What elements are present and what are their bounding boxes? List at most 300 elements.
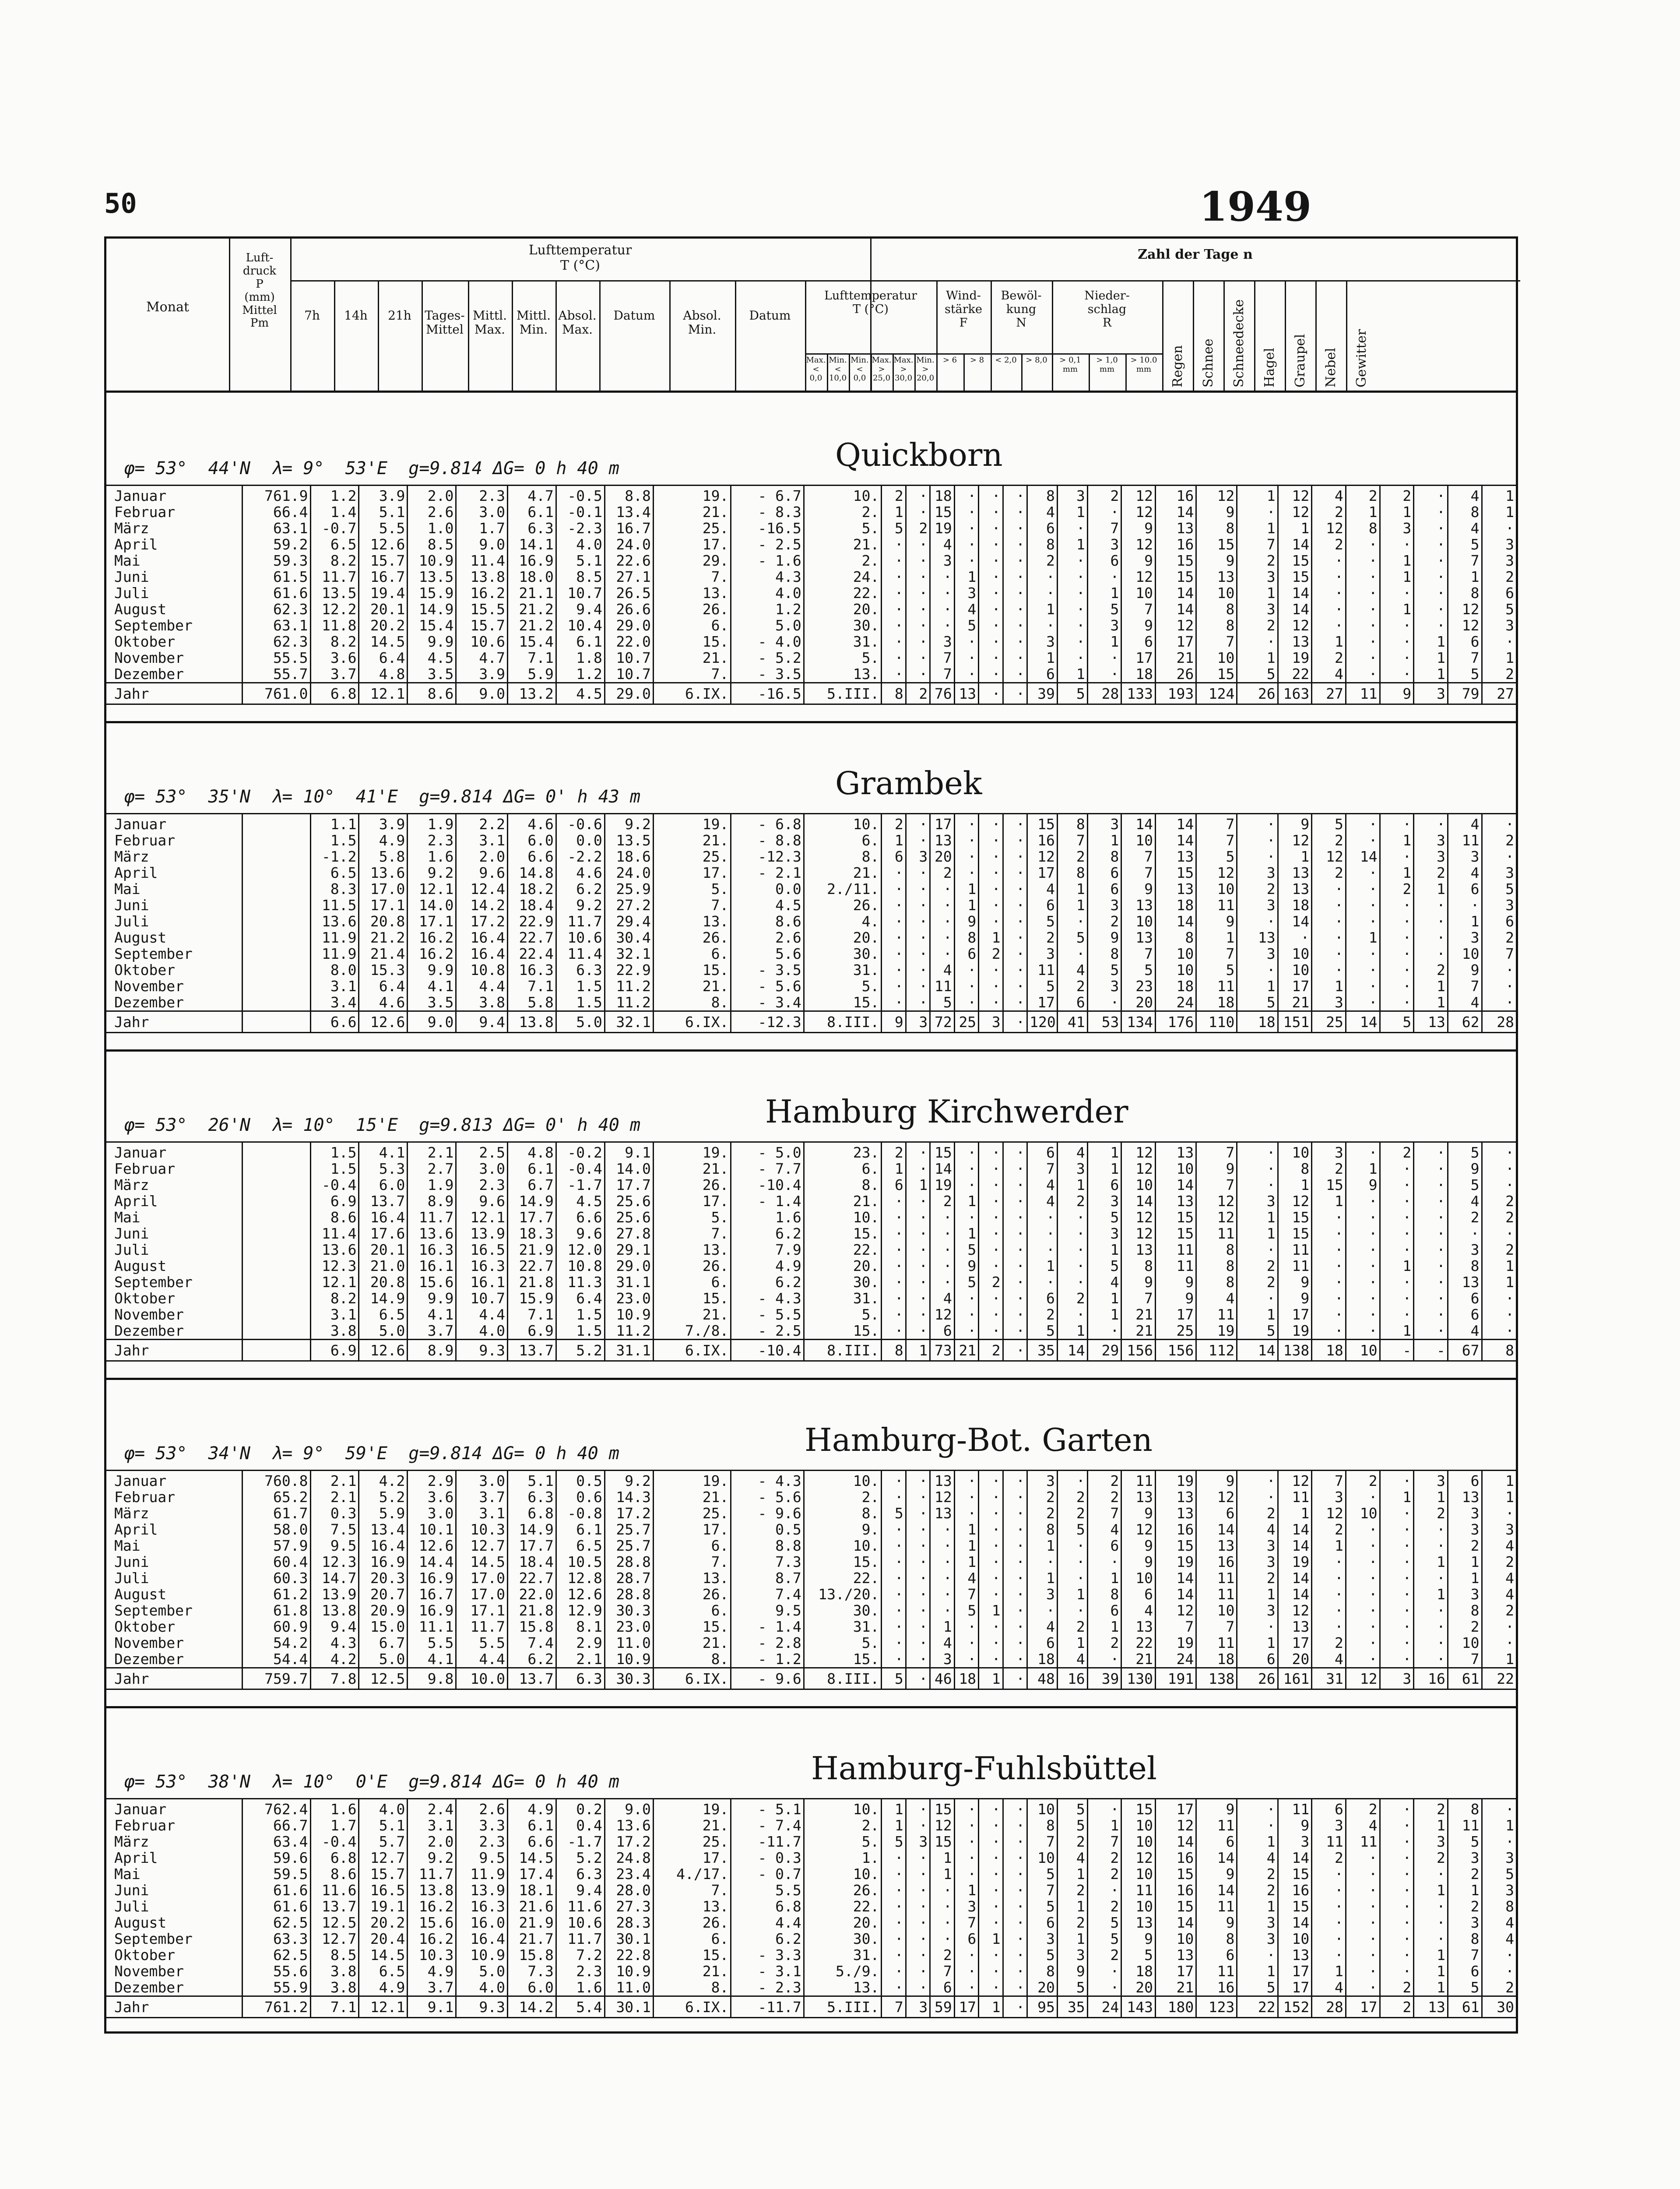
table-cell: ·	[1087, 994, 1121, 1011]
table-cell: ·	[979, 1521, 1003, 1538]
table-cell: 21.	[653, 1489, 731, 1505]
table-cell: 6.0	[507, 1979, 556, 1996]
table-cell: 2	[1087, 1850, 1121, 1866]
table-cell: 12.1	[408, 881, 456, 897]
table-cell: ·	[1380, 1651, 1414, 1668]
table-cell: 15	[930, 1799, 954, 1818]
table-cell: ·	[1003, 814, 1027, 833]
table-cell: 3	[954, 585, 978, 601]
table-cell: 2.1	[310, 1471, 359, 1489]
table-cell: 4.0	[456, 1323, 508, 1340]
table-cell: 1	[1414, 1817, 1448, 1834]
table-cell: ·	[930, 1570, 954, 1586]
table-cell: 6	[1482, 585, 1516, 601]
table-cell: ·	[1346, 536, 1380, 553]
table-cell: ·	[1003, 1898, 1027, 1914]
table-cell: 1	[1087, 1242, 1121, 1258]
station-data-table	[106, 813, 1516, 1033]
table-cell: 6.5	[359, 1963, 408, 1979]
table-cell: 11	[1196, 1898, 1237, 1914]
table-cell: 1.5	[556, 1306, 605, 1323]
table-cell: 9	[1346, 1177, 1380, 1193]
table-cell: 3	[1448, 1586, 1482, 1602]
table-cell: ·	[979, 520, 1003, 536]
table-cell: -11.7	[731, 1996, 804, 2018]
table-cell: 5	[1448, 1142, 1482, 1161]
table-cell: ·	[979, 1866, 1003, 1882]
table-cell: 761.9	[243, 486, 310, 504]
table-cell: 1	[1278, 848, 1312, 865]
table-cell: ·	[1414, 1242, 1448, 1258]
header-hagel: Hagel	[1262, 348, 1277, 387]
table-cell: ·	[930, 897, 954, 913]
table-cell: 19	[1156, 1471, 1196, 1489]
table-cell: 2	[1312, 1635, 1346, 1651]
table-cell: 6.	[653, 1274, 731, 1290]
table-cell: - 2.1	[731, 865, 804, 881]
table-cell: 7	[1121, 946, 1156, 962]
table-cell: 12.6	[556, 1586, 605, 1602]
table-cell: 20	[1278, 1651, 1312, 1668]
table-cell: - 0.3	[731, 1850, 804, 1866]
table-cell: ·	[906, 1799, 930, 1818]
table-cell: 7.1	[507, 1306, 556, 1323]
table-cell: 2	[1482, 1193, 1516, 1209]
table-cell: ·	[1380, 1914, 1414, 1931]
table-cell: ·	[1414, 1193, 1448, 1209]
table-cell: 25.	[653, 1834, 731, 1850]
table-cell: 7.1	[310, 1996, 359, 2018]
table-cell: ·	[954, 1290, 978, 1306]
table-cell: 28	[1312, 1996, 1346, 2018]
table-cell: 14	[1278, 1586, 1312, 1602]
table-cell: ·	[1003, 1505, 1027, 1521]
table-cell: ·	[1237, 848, 1278, 865]
month-label: August	[114, 1914, 167, 1931]
table-cell: 12.8	[556, 1570, 605, 1586]
table-row	[106, 650, 1516, 666]
table-cell: 6.1	[507, 504, 556, 520]
table-cell: 1	[1087, 1570, 1121, 1586]
month-label: November	[114, 650, 184, 666]
table-row	[106, 978, 1516, 994]
table-cell: 20.2	[359, 617, 408, 633]
table-cell: 5	[1482, 881, 1516, 897]
table-cell: 15.9	[408, 585, 456, 601]
table-cell: ·	[1414, 1619, 1448, 1635]
table-cell: ·	[1003, 569, 1027, 585]
table-cell: 0.5	[556, 1471, 605, 1489]
table-cell: ·	[1237, 913, 1278, 929]
table-cell: ·	[906, 1963, 930, 1979]
table-cell: 156	[1121, 1340, 1156, 1361]
table-cell: 17	[1346, 1996, 1380, 2018]
table-cell: ·	[979, 897, 1003, 913]
table-cell: 13.9	[456, 1225, 508, 1242]
table-cell: ·	[1380, 585, 1414, 601]
table-cell: 12.5	[310, 1914, 359, 1931]
table-cell: 4.5	[731, 897, 804, 913]
table-cell	[243, 978, 310, 994]
table-cell: 2	[1312, 832, 1346, 848]
table-cell: 30.4	[605, 929, 653, 946]
table-cell: 60.3	[243, 1570, 310, 1586]
table-cell: 1	[1380, 601, 1414, 617]
table-cell: ·	[1414, 1521, 1448, 1538]
table-cell: ·	[906, 1850, 930, 1866]
table-cell: 11.9	[310, 946, 359, 962]
table-cell: 3.1	[456, 832, 508, 848]
table-cell: 15	[1156, 569, 1196, 585]
table-cell: 6	[1027, 520, 1058, 536]
table-row	[106, 1177, 1516, 1193]
table-cell: 9.9	[408, 962, 456, 978]
table-cell: 5.7	[359, 1834, 408, 1850]
table-cell: 17	[954, 1996, 978, 2018]
table-cell: ·	[1380, 929, 1414, 946]
table-cell: ·	[1414, 1306, 1448, 1323]
table-cell: 23	[1121, 978, 1156, 994]
table-cell: 10.7	[556, 585, 605, 601]
table-cell: 3	[1087, 1193, 1121, 1209]
table-cell: ·	[979, 1619, 1003, 1635]
table-cell: ·	[1087, 1651, 1121, 1668]
table-cell: 9	[1278, 1274, 1312, 1290]
table-cell: 17.2	[605, 1505, 653, 1521]
table-cell: 20.1	[359, 601, 408, 617]
table-cell: 6	[1027, 897, 1058, 913]
table-cell: ·	[906, 1225, 930, 1242]
table-cell: ·	[1312, 601, 1346, 617]
table-row	[106, 1193, 1516, 1209]
table-cell: 6.1	[507, 1161, 556, 1177]
table-cell: 8.2	[310, 1290, 359, 1306]
table-cell: 14	[1196, 1521, 1237, 1538]
table-cell: 12.4	[456, 881, 508, 897]
table-cell: 2	[1057, 1619, 1087, 1635]
table-cell: 5	[1027, 913, 1058, 929]
table-cell: 6.2	[731, 1931, 804, 1947]
table-cell: ·	[1380, 1306, 1414, 1323]
table-cell: 10	[1346, 1340, 1380, 1361]
header-regen: Regen	[1170, 345, 1185, 387]
table-cell: 10.7	[605, 650, 653, 666]
table-cell: 15.	[804, 1651, 882, 1668]
table-cell: 3	[1278, 1834, 1312, 1850]
table-cell: ·	[1003, 832, 1027, 848]
table-cell: 14	[1196, 1882, 1237, 1898]
table-cell: 3.0	[456, 1161, 508, 1177]
table-cell: ·	[1380, 1635, 1414, 1651]
table-cell: 110	[1196, 1011, 1237, 1033]
table-cell: 4	[1312, 486, 1346, 504]
table-cell: ·	[1087, 1979, 1121, 1996]
table-cell: 4	[1346, 1817, 1380, 1834]
table-cell: ·	[930, 1586, 954, 1602]
year-total-row	[106, 1011, 1516, 1033]
month-label: Januar	[106, 1471, 243, 1489]
table-cell: ·	[1380, 1193, 1414, 1209]
month-label: Februar	[114, 504, 176, 520]
table-cell: 1	[1087, 832, 1121, 848]
table-cell: 21.	[653, 650, 731, 666]
table-cell: 16.9	[359, 1554, 408, 1570]
table-cell: 31.	[804, 633, 882, 650]
table-cell: ·	[1414, 1290, 1448, 1306]
table-cell: ·	[930, 1602, 954, 1619]
table-cell: 3.1	[310, 978, 359, 994]
table-cell: -	[1380, 1340, 1414, 1361]
table-cell: ·	[1380, 1521, 1414, 1538]
table-cell: ·	[930, 1898, 954, 1914]
table-cell: 5.9	[507, 666, 556, 683]
station-block	[106, 1706, 1516, 2034]
table-cell: 6.7	[507, 1177, 556, 1193]
table-cell: 4.6	[359, 994, 408, 1011]
table-cell: 2	[1027, 1505, 1058, 1521]
table-cell: 2	[1087, 1471, 1121, 1489]
month-label: April	[114, 1193, 158, 1209]
table-cell: 1	[1482, 504, 1516, 520]
table-cell: 1	[954, 1538, 978, 1554]
table-cell: 759.7	[243, 1668, 310, 1689]
table-cell: ·	[1346, 1521, 1380, 1538]
table-cell: 1.5	[556, 1323, 605, 1340]
table-cell: 4	[1121, 1602, 1156, 1619]
table-cell: ·	[954, 814, 978, 833]
table-cell: ·	[1057, 601, 1087, 617]
table-cell	[243, 1209, 310, 1225]
table-cell: 8	[882, 1340, 906, 1361]
table-cell: ·	[1346, 1602, 1380, 1619]
table-cell: 4	[1448, 994, 1482, 1011]
table-cell: ·	[979, 1471, 1003, 1489]
table-cell: ·	[1312, 1242, 1346, 1258]
table-row	[106, 553, 1516, 569]
table-cell: 7	[1448, 650, 1482, 666]
table-cell: ·	[979, 1306, 1003, 1323]
table-cell: 1	[1414, 1586, 1448, 1602]
table-cell: ·	[882, 1193, 906, 1209]
table-cell: 4	[1448, 865, 1482, 881]
table-cell: ·	[1414, 1225, 1448, 1242]
table-cell: ·	[1003, 946, 1027, 962]
table-cell: 1	[954, 1882, 978, 1898]
table-cell: 7	[1027, 1834, 1058, 1850]
table-cell: ·	[954, 978, 978, 994]
table-cell: 28	[1087, 683, 1121, 704]
table-cell: 1	[1482, 1258, 1516, 1274]
table-cell: 124	[1196, 683, 1237, 704]
table-cell: 29	[1087, 1340, 1121, 1361]
table-cell: ·	[1003, 1323, 1027, 1340]
table-cell: 6.IX.	[653, 683, 731, 704]
table-row	[106, 1489, 1516, 1505]
table-cell: 19.	[653, 1471, 731, 1489]
header-lufttemperatur-days-sub-4: Max. > 30,0	[893, 355, 914, 383]
table-cell: -12.3	[731, 848, 804, 865]
table-cell: ·	[1312, 1258, 1346, 1274]
table-cell: 8	[1196, 601, 1237, 617]
table-row	[106, 865, 1516, 881]
table-cell: ·	[1312, 1931, 1346, 1947]
table-cell: 15	[1156, 553, 1196, 569]
table-cell: 1	[1346, 504, 1380, 520]
table-cell: 13	[1121, 1242, 1156, 1258]
table-cell: 6	[1121, 1586, 1156, 1602]
table-cell: 11.0	[605, 1635, 653, 1651]
table-cell: ·	[1003, 978, 1027, 994]
table-cell: 15	[930, 1834, 954, 1850]
table-cell: 1	[1237, 1209, 1278, 1225]
table-cell: 1	[1482, 486, 1516, 504]
table-cell: 5	[882, 520, 906, 536]
table-cell: ·	[1312, 1866, 1346, 1882]
table-cell: 1	[1057, 1177, 1087, 1193]
table-cell: 3	[954, 1898, 978, 1914]
table-cell: ·	[906, 585, 930, 601]
table-cell: 9	[1196, 1471, 1237, 1489]
table-cell: 3	[1312, 1142, 1346, 1161]
table-cell: 5	[1087, 1258, 1121, 1274]
table-cell: 5.0	[556, 1011, 605, 1033]
table-cell: 14.4	[408, 1554, 456, 1570]
table-cell: ·	[954, 666, 978, 683]
table-cell: 12	[1312, 520, 1346, 536]
table-cell: 4	[1196, 1290, 1237, 1306]
station-data-table	[106, 1798, 1516, 2018]
table-cell: 7	[1196, 633, 1237, 650]
table-cell: 21.0	[359, 1258, 408, 1274]
table-cell: 24	[1087, 1996, 1121, 2018]
table-cell: 46	[930, 1668, 954, 1689]
table-cell: 7	[1087, 520, 1121, 536]
table-cell: 62.5	[243, 1914, 310, 1931]
table-cell: 2	[1237, 1882, 1278, 1898]
table-cell: 3	[1057, 486, 1087, 504]
table-cell: ·	[882, 881, 906, 897]
table-cell: ·	[954, 1209, 978, 1225]
table-cell: 2	[1482, 1242, 1516, 1258]
table-cell: 7	[954, 1914, 978, 1931]
table-cell: 22.	[804, 1898, 882, 1914]
table-cell: 20	[1121, 1979, 1156, 1996]
table-cell: 2	[1380, 881, 1414, 897]
table-cell: 3.0	[456, 1471, 508, 1489]
header-niederschlag-sub-1: > 1,0 mm	[1096, 355, 1118, 374]
table-cell: ·	[1312, 929, 1346, 946]
table-cell: 10	[1448, 946, 1482, 962]
table-cell: 2	[1312, 1850, 1346, 1866]
table-cell: 1	[1448, 913, 1482, 929]
table-cell: ·	[979, 994, 1003, 1011]
table-cell: 14.9	[408, 601, 456, 617]
table-cell: 12	[1278, 1471, 1312, 1489]
table-cell: 7.	[653, 666, 731, 683]
table-cell: 19	[1278, 650, 1312, 666]
table-cell: 4	[1237, 1850, 1278, 1866]
table-cell: 13.8	[310, 1602, 359, 1619]
table-cell: - 1.4	[731, 1193, 804, 1209]
table-cell: 10.9	[605, 1651, 653, 1668]
table-cell: 4	[1057, 1850, 1087, 1866]
table-cell: ·	[882, 617, 906, 633]
table-cell: 13.6	[408, 1225, 456, 1242]
table-cell: 1	[1057, 536, 1087, 553]
table-cell: 7	[930, 650, 954, 666]
table-cell: ·	[1414, 617, 1448, 633]
table-cell: ·	[979, 536, 1003, 553]
table-cell: 66.7	[243, 1817, 310, 1834]
table-cell: 8.	[653, 994, 731, 1011]
table-cell: 25.6	[605, 1209, 653, 1225]
table-cell: - 4.0	[731, 633, 804, 650]
table-cell: 61.2	[243, 1586, 310, 1602]
table-cell: 26	[1237, 1668, 1278, 1689]
table-cell: 55.9	[243, 1979, 310, 1996]
table-cell: 55.5	[243, 650, 310, 666]
table-cell: 5.	[653, 1209, 731, 1225]
table-cell: 12.1	[310, 1274, 359, 1290]
table-cell	[243, 962, 310, 978]
table-cell: 8	[1087, 946, 1121, 962]
table-cell: ·	[906, 486, 930, 504]
station-name: Hamburg-Bot. Garten	[805, 1422, 1153, 1458]
table-cell: 3.5	[408, 994, 456, 1011]
table-cell: 4.6	[507, 814, 556, 833]
table-cell: ·	[1312, 897, 1346, 913]
table-cell: 35	[1027, 1340, 1058, 1361]
table-cell	[243, 1177, 310, 1193]
table-cell: 6.6	[507, 1834, 556, 1850]
table-cell: 1	[1237, 585, 1278, 601]
table-cell: 5.1	[359, 504, 408, 520]
header-niederschlag-sub-0: > 0,1 mm	[1059, 355, 1081, 374]
table-cell: 18	[1156, 978, 1196, 994]
table-cell: 5.	[804, 520, 882, 536]
table-cell: ·	[1003, 585, 1027, 601]
table-cell: ·	[979, 553, 1003, 569]
table-cell: -2.3	[556, 520, 605, 536]
table-cell: ·	[1414, 1142, 1448, 1161]
table-cell: ·	[1482, 1834, 1516, 1850]
table-cell: 5	[1482, 1866, 1516, 1882]
table-cell: ·	[1346, 1258, 1380, 1274]
table-cell: 13.9	[456, 1882, 508, 1898]
table-cell: 13	[930, 1471, 954, 1489]
table-cell	[243, 1306, 310, 1323]
table-cell: ·	[1087, 569, 1121, 585]
table-cell: 30.	[804, 617, 882, 633]
table-cell: 7	[1196, 832, 1237, 848]
table-cell: 10.7	[456, 1290, 508, 1306]
table-cell: -0.4	[310, 1834, 359, 1850]
table-cell: 18	[954, 1668, 978, 1689]
table-cell: 6.4	[359, 650, 408, 666]
table-cell: 7	[1027, 1161, 1058, 1177]
table-cell: 0.0	[556, 832, 605, 848]
table-cell: 7	[1196, 1142, 1237, 1161]
table-cell: 3.1	[456, 1505, 508, 1521]
table-cell: ·	[1237, 1177, 1278, 1193]
table-cell: ·	[1027, 569, 1058, 585]
table-cell: 12	[1121, 569, 1156, 585]
table-cell: ·	[1087, 650, 1121, 666]
month-label: Juli	[114, 1570, 149, 1586]
table-cell: 12	[1448, 601, 1482, 617]
table-row	[106, 633, 1516, 650]
table-cell: 761.0	[243, 683, 310, 704]
